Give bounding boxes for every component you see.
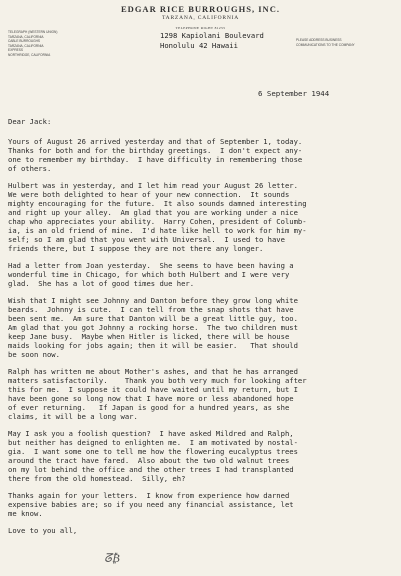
paragraph-line: keep Jane busy. Maybe when Hitler is licked, there will be house — [8, 332, 290, 341]
business-note-line: COMMUNICATIONS TO THE COMPANY — [296, 42, 355, 47]
paragraph-line: gia. I want some one to tell me how the flowering eucalyptus trees — [8, 447, 298, 456]
closing: Love to you all, — [8, 526, 78, 535]
letterhead-telephone: TELEPHONE RIGHT 81255 — [175, 26, 226, 30]
paragraph-line: have been gone so long now that I have more or less abandoned hope — [8, 394, 294, 403]
paragraph-line: expensive babies are; so if you need any financial assistance, let — [8, 500, 294, 509]
letterhead-company: EDGAR RICE BURROUGHS, INC. — [121, 4, 280, 14]
handwritten-mark: ᘔ₿ — [104, 551, 120, 565]
paragraph-line: Ralph has written me about Mother's ashes, and that he has arranged — [8, 367, 298, 376]
salutation: Dear Jack: — [8, 117, 52, 126]
contact-line: EXPRESS — [8, 48, 24, 53]
paragraph-line: Had a letter from Joan yesterday. She seems to have been having a — [8, 261, 294, 270]
paragraph-line: this for me. I suppose it could have waited until my return, but I — [8, 385, 298, 394]
paragraph-line: May I ask you a foolish question? I have asked Mildred and Ralph, — [8, 429, 294, 438]
paragraph-line: Yours of August 26 arrived yesterday and that of September 1, today. — [8, 137, 303, 146]
paragraph-line: glad. She has a lot of good times due her. — [8, 279, 195, 288]
paragraph-line: ia, is an old friend of mine. I'd hate like hell to work for him my- — [8, 226, 307, 235]
paragraph-line: wonderful time in Chicago, for which both Hulbert and I were very — [8, 270, 290, 279]
paragraph-line: mighty encouraging for the future. It also sounds damned interesting — [8, 199, 307, 208]
letterhead-city: TARZANA, CALIFORNIA — [161, 15, 240, 21]
contact-line: CABLE BURROUGHS — [8, 39, 41, 44]
paragraph-line: there from the old homestead. Silly, eh? — [8, 474, 186, 483]
contact-line: TARZANA, CALIFORNIA — [8, 43, 44, 48]
paragraph-line: one to remember my birthday. I have difficulty in remembering those — [8, 155, 303, 164]
paragraph-line: claims, it will be a long war. — [8, 412, 138, 421]
paragraph-line: and right up your alley. Am glad that you are working under a nice — [8, 208, 298, 217]
paragraph-line: on my lot behind the office and the other trees I had transplanted — [8, 465, 294, 474]
paragraph-line: of others. — [8, 164, 52, 173]
contact-line: TELEGRAPH (WESTERN UNION) — [8, 30, 58, 34]
paragraph-line: Thanks for both and for the birthday greetings. I don't expect any- — [8, 146, 303, 155]
contact-line: TARZANA, CALIFORNIA — [8, 34, 44, 39]
paragraph-line: Hulbert was in yesterday, and I let him read your August 26 letter. — [8, 181, 298, 190]
paragraph-line: beards. Johnny is cute. I can tell from the snap shots that have — [8, 305, 294, 314]
paragraph-line: matters satisfactorily. Thank you both very much for looking after — [8, 376, 307, 385]
paragraph-line: me know. — [8, 509, 43, 518]
paragraph-line: been sent me. Am sure that Danton will be a great little guy, too. — [8, 314, 298, 323]
address-line-1: 1298 Kapiolani Boulevard — [160, 31, 264, 40]
paragraph-line: self; so I am glad that you went with Universal. I used to have — [8, 235, 285, 244]
paragraph-line: be soon now. — [8, 350, 60, 359]
paragraph-line: Am glad that you got Johnny a rocking horse. The two children must — [8, 323, 298, 332]
paragraph-line: around the tract have fared. Also about the two old walnut trees — [8, 456, 290, 465]
paragraph-line: friends there, but I suppose they are not there any longer. — [8, 244, 264, 253]
contact-line: NORTHRIDGE, CALIFORNIA — [8, 52, 51, 57]
letterhead-contact-block — [8, 30, 57, 58]
letter-date: 6 September 1944 — [258, 89, 330, 98]
paragraph-line: Thanks again for your letters. I know from experience how darned — [8, 491, 290, 500]
paragraph-line: chap who appreciates your ability. Harry Cohen, president of Columb- — [8, 217, 307, 226]
paragraph-line: but neither has deigned to enlighten me. I am motivated by nostal- — [8, 438, 298, 447]
paragraph-line: We were both delighted to hear of your new connection. It sounds — [8, 190, 290, 199]
address-line-2: Honolulu 42 Hawaii — [160, 41, 238, 50]
paragraph-line: Wish that I might see Johnny and Danton before they grow long white — [8, 296, 298, 305]
business-note-line: PLEASE ADDRESS BUSINESS — [296, 38, 342, 42]
paragraph-line: maids looking for jobs again; then it will be easier. That should — [8, 341, 298, 350]
paragraph-line: of ever returning. If Japan is good for a hundred years, as she — [8, 403, 290, 412]
letterhead-business-note — [296, 38, 355, 47]
